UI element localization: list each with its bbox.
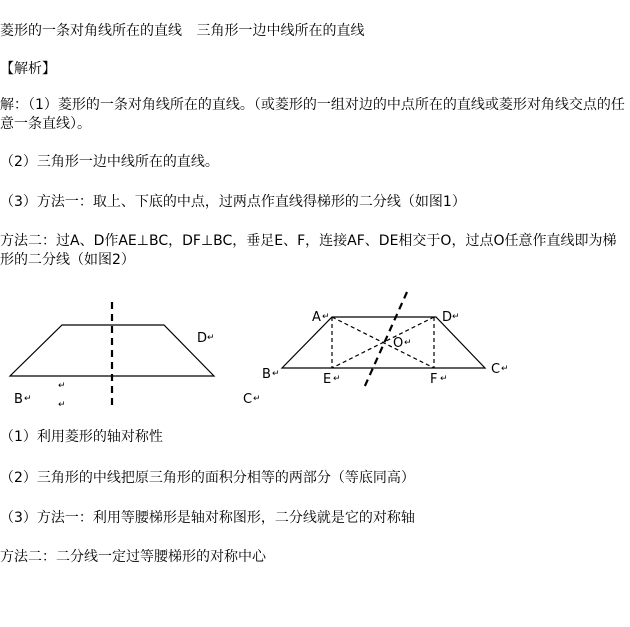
fig1-return-mid: ↵: [58, 381, 66, 391]
fig2-label-e: E: [323, 372, 332, 387]
fig1-return-d: ↵: [207, 333, 215, 343]
fig1-label-c: C: [243, 392, 253, 407]
answer-line: [0, 22, 364, 40]
fig2-label-c: C: [491, 362, 501, 377]
fig1-return-c: ↵: [253, 394, 261, 404]
note-line-3: （3）方法一：利用等腰梯形是轴对称图形，二分线就是它的对称轴: [0, 510, 415, 526]
fig1-label-d: D: [197, 331, 208, 346]
analysis-heading: 【解析】: [0, 61, 56, 77]
figures: [0, 290, 630, 420]
fig2-label-o: O: [393, 336, 404, 351]
solution-line-4: 方法二：过A、D作AE⊥BC，DF⊥BC，垂足E、F，连接AF、DE相交于O，过点O任意作直线即为梯形的二分线（如图2）: [0, 233, 617, 268]
fig2-return-b: ↵: [272, 369, 280, 379]
fig2-label-b: B: [262, 367, 271, 382]
solution-line-1: 解：（1）菱形的一条对角线所在的直线。（或菱形的一组对边的中点所在的直线或菱形对角线交点的任意一条直线）。: [0, 97, 625, 132]
fig2-return-a: ↵: [322, 312, 330, 322]
fig1-return-b: ↵: [24, 394, 32, 404]
fig2-return-c: ↵: [501, 364, 509, 374]
solution-line-2: （2）三角形一边中线所在的直线。: [0, 154, 219, 170]
fig2-return-f: ↵: [440, 374, 448, 384]
fig2-label-d: D: [442, 310, 453, 325]
solution-line-3: （3）方法一：取上、下底的中点，过两点作直线得梯形的二分线（如图1）: [0, 194, 466, 210]
answer-part-2: 三角形一边中线所在的直线: [196, 23, 365, 39]
fig2-return-o: ↵: [404, 338, 412, 348]
fig2-label-f: F: [430, 372, 438, 387]
note-line-1: （1）利用菱形的轴对称性: [0, 429, 163, 445]
fig2-return-d: ↵: [452, 312, 460, 322]
note-line-2: （2）三角形的中线把原三角形的面积分相等的两部分（等底同高）: [0, 470, 415, 486]
figure-1: [10, 302, 261, 410]
answer-part-1: 菱形的一条对角线所在的直线: [0, 23, 182, 39]
fig1-return-low: ↵: [58, 400, 66, 410]
fig2-label-a: A: [312, 310, 321, 325]
figure-2: [262, 292, 509, 388]
fig2-return-e: ↵: [333, 374, 341, 384]
note-line-4: 方法二：二分线一定过等腰梯形的对称中心: [0, 549, 266, 565]
fig1-label-b: B: [14, 392, 23, 407]
